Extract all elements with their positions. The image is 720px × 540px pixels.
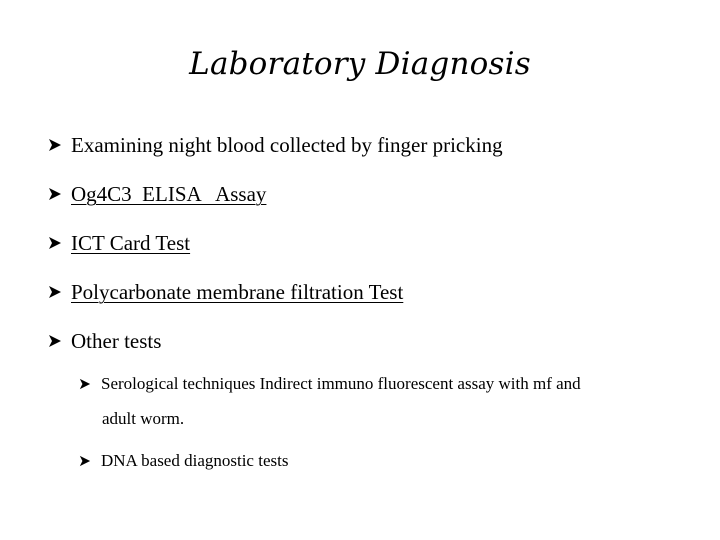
- arrow-bullet-icon: [48, 236, 62, 250]
- arrow-bullet-icon: [79, 455, 91, 467]
- sub-bullet-item: [79, 373, 581, 395]
- arrow-bullet-icon: [48, 285, 62, 299]
- slide-title: Laboratory Diagnosis: [189, 46, 531, 82]
- bullet-link[interactable]: Og4C3 ELISA Assay: [71, 182, 267, 206]
- arrow-bullet-icon: [48, 334, 62, 348]
- sub-bullet-text: Serological techniques Indirect immuno fluorescent assay with mf and: [101, 374, 581, 393]
- bullet-item[interactable]: [48, 230, 190, 256]
- arrow-bullet-icon: [48, 138, 62, 152]
- arrow-bullet-icon: [48, 187, 62, 201]
- arrow-bullet-icon: [79, 378, 91, 390]
- bullet-link[interactable]: Polycarbonate membrane filtration Test: [71, 280, 404, 304]
- bullet-text: Examining night blood collected by finger pricking: [71, 133, 503, 157]
- sub-bullet-continuation: adult worm.: [102, 409, 185, 428]
- sub-bullet-item: [79, 450, 288, 472]
- bullet-item[interactable]: [48, 181, 266, 207]
- bullet-item[interactable]: [48, 279, 403, 305]
- sub-bullet-text: DNA based diagnostic tests: [101, 451, 289, 470]
- bullet-item: [48, 328, 161, 354]
- bullet-item: [48, 132, 503, 158]
- bullet-text: Other tests: [71, 329, 162, 353]
- bullet-link[interactable]: ICT Card Test: [71, 231, 191, 255]
